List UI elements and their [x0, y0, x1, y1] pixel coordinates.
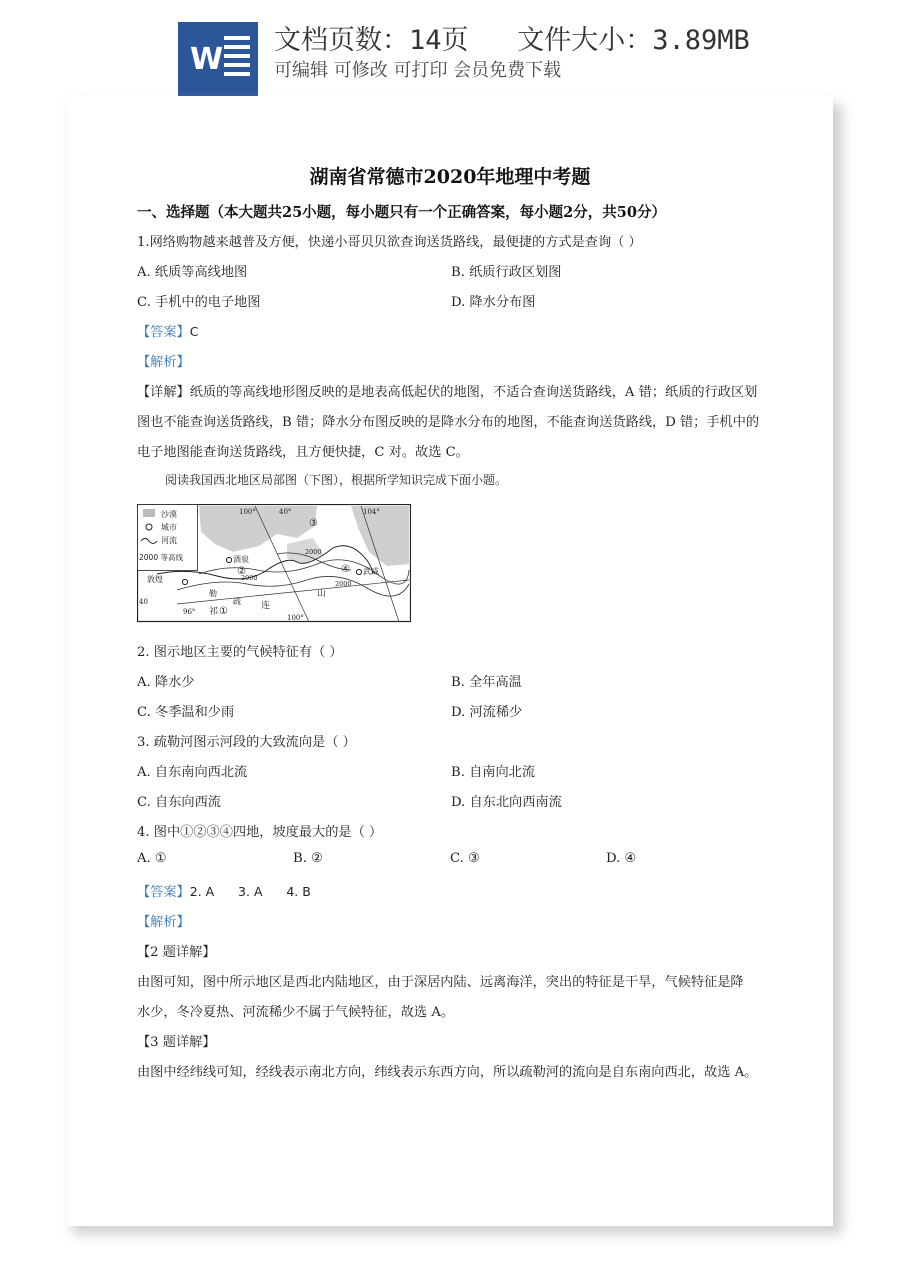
legend-label-contour: 2000 等高线 [139, 553, 183, 562]
q1-option-d: D. 降水分布图 [451, 295, 536, 310]
map-intro: 阅读我国西北地区局部图（下图），根据所学知识完成下面小题。 [165, 473, 508, 487]
q1-option-c: C. 手机中的电子地图 [137, 295, 261, 310]
answer-value: 2. A 3. A 4. B [189, 884, 311, 899]
answer-1 [137, 321, 198, 340]
section-heading: 一、选择题（本大题共25小题，每小题只有一个正确答案，每小题2分，共50分） [137, 204, 666, 221]
northwest-china-map [137, 504, 411, 624]
sub-2-line-2: 水少，冬冷夏热、河流稀少不属于气候特征，故选 A。 [137, 1005, 455, 1020]
detail-1-line-2: 图也不能查询送货路线，B 错；降水分布图反映的是降水分布的地图，不能查询送货路线，D 错；手机中的 [137, 415, 760, 430]
sub-2-heading: 【2 题详解】 [137, 945, 216, 960]
q2-option-b: B. 全年高温 [451, 675, 522, 690]
document-title: 湖南省常德市2020年地理中考题 [309, 166, 591, 188]
q4-option-c: C. ③ [450, 851, 480, 866]
label-96-bottom: 96° [183, 608, 196, 616]
detail-1-line-1: 【详解】纸质的等高线地形图反映的是地表高低起伏的地图，不适合查询送货路线，A 错；纸质的行政区划 [137, 385, 758, 400]
analysis-tag-2: 【解析】 [137, 915, 190, 930]
label-dunhuang: 敦煌 [147, 575, 163, 584]
contour-value-2: 2000 [241, 574, 258, 582]
word-logo-letter: W [190, 42, 224, 77]
question-1: 1.网络购物越来越普及方便，快递小哥贝贝欲查询送货路线，最便捷的方式是查询（ ） [137, 235, 642, 250]
legend-label-city: 城市 [161, 523, 177, 532]
sub-3-heading: 【3 题详解】 [137, 1035, 216, 1050]
answer-2 [137, 881, 311, 900]
label-40-left: 40 [139, 598, 148, 606]
q4-option-a: A. ① [137, 851, 167, 866]
point-3: ③ [309, 518, 318, 529]
q2-option-d: D. 河流稀少 [451, 705, 523, 720]
label-shan: 山 [317, 589, 327, 599]
question-2: 2. 图示地区主要的气候特征有（ ） [137, 645, 343, 660]
legend-label-desert: 沙漠 [161, 510, 177, 519]
q3-option-d: D. 自东北向西南流 [451, 795, 562, 810]
q3-option-b: B. 自南向北流 [451, 765, 536, 780]
banner-features: 可编辑 可修改 可打印 会员免费下载 [274, 60, 562, 81]
point-4: ④ [341, 564, 350, 575]
q3-option-c: C. 自东向西流 [137, 795, 221, 810]
point-2: ② [237, 566, 246, 577]
document-page [67, 96, 833, 1226]
label-40-top: 40° [279, 508, 292, 516]
sub-3-line-1: 由图中经纬线可知，经线表示南北方向，纬线表示东西方向，所以疏勒河的流向是自东南向西北，故选 A。 [137, 1065, 758, 1080]
legend-desert-swatch [143, 509, 155, 517]
banner-file-info: 文档页数：14页 文件大小：3.89MB [274, 25, 750, 56]
answer-tag: 【答案】 [137, 325, 190, 340]
q1-option-a: A. 纸质等高线地图 [137, 265, 248, 280]
word-logo-lines [224, 36, 250, 81]
q2-option-c: C. 冬季温和少雨 [137, 705, 235, 720]
label-qi: 祁 [209, 607, 219, 617]
q2-option-a: A. 降水少 [137, 675, 195, 690]
label-le: 勒 [209, 589, 217, 598]
analysis-tag-1: 【解析】 [137, 355, 190, 370]
q4-option-b: B. ② [293, 851, 323, 866]
q4-option-d: D. ④ [606, 851, 637, 866]
detail-1-line-3: 电子地图能查询送货路线，且方便快捷，C 对。故选 C。 [137, 445, 469, 460]
answer-value: C [189, 324, 199, 339]
answer-tag: 【答案】 [137, 885, 190, 900]
label-100-top: 100° [239, 508, 256, 516]
label-jiuquan: 酒泉 [233, 555, 249, 564]
label-shu: 疏 [233, 597, 241, 606]
label-wuwei: 武威 [363, 567, 379, 576]
label-lian: 连 [261, 601, 271, 611]
q3-option-a: A. 自东南向西北流 [137, 765, 248, 780]
legend-label-river: 河流 [161, 536, 177, 545]
contour-value-1: 2000 [305, 548, 322, 556]
question-3: 3. 疏勒河图示河段的大致流向是（ ） [137, 735, 356, 750]
label-104-top: 104° [363, 508, 380, 516]
q1-option-b: B. 纸质行政区划图 [451, 265, 562, 280]
question-4: 4. 图中①②③④四地，坡度最大的是（ ） [137, 825, 383, 840]
word-document-icon [178, 22, 258, 96]
contour-value-3: 2000 [335, 580, 352, 588]
point-1: ① [219, 606, 228, 617]
label-100-bottom: 100° [287, 614, 304, 622]
download-banner [0, 0, 900, 100]
sub-2-line-1: 由图可知，图中所示地区是西北内陆地区，由于深居内陆、远离海洋，突出的特征是干旱，气候特征是降 [137, 975, 744, 990]
